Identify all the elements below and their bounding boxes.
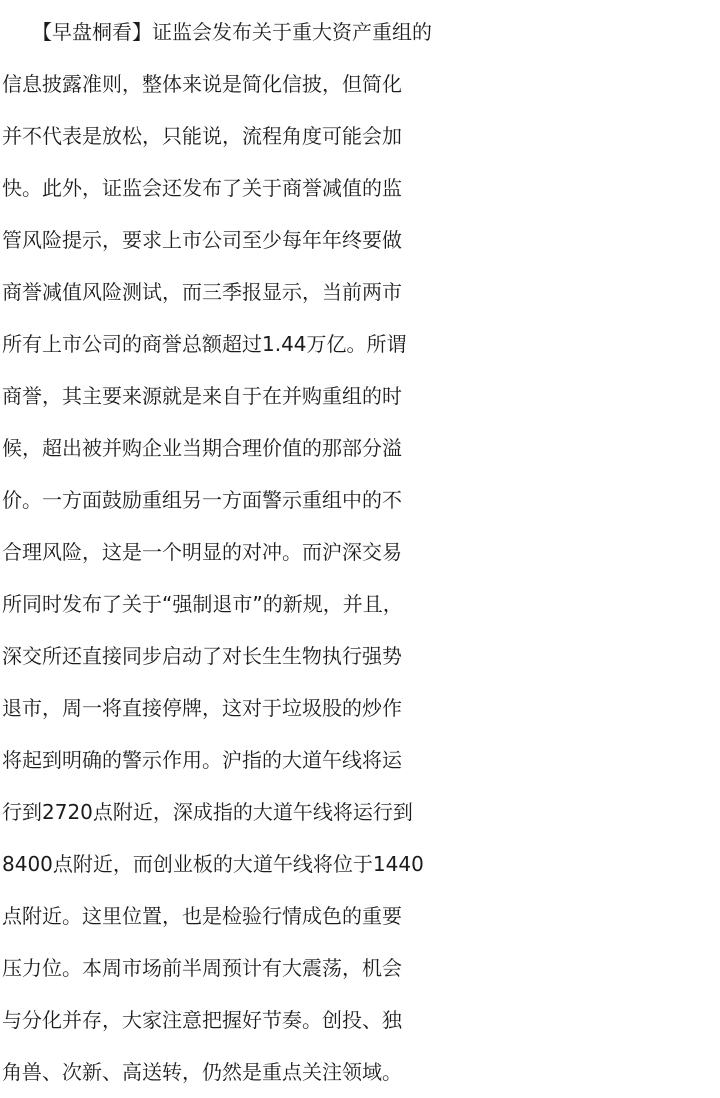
text-line-17: 8400点附近，而创业板的大道午线将位于1440 <box>2 852 424 876</box>
text-line-2: 信息披露准则，整体来说是简化信披，但简化 <box>2 72 402 96</box>
text-line-7: 所有上市公司的商誉总额超过1.44万亿。所谓 <box>2 332 407 356</box>
text-line-1: 【早盘桐看】证监会发布关于重大资产重组的 <box>32 20 432 44</box>
text-line-12: 所同时发布了关于“强制退市”的新规，并且， <box>2 592 403 616</box>
text-line-11: 合理风险，这是一个明显的对冲。而沪深交易 <box>2 540 402 564</box>
text-line-14: 退市，周一将直接停牌，这对于垃圾股的炒作 <box>2 696 402 720</box>
text-line-5: 管风险提示，要求上市公司至少每年年终要做 <box>2 228 402 252</box>
text-line-6: 商誉减值风险测试，而三季报显示，当前两市 <box>2 280 402 304</box>
text-line-21: 角兽、次新、高送转，仍然是重点关注领域。 <box>2 1060 402 1084</box>
text-line-13: 深交所还直接同步启动了对长生生物执行强势 <box>2 644 402 668</box>
text-line-8: 商誉，其主要来源就是来自于在并购重组的时 <box>2 384 402 408</box>
text-line-15: 将起到明确的警示作用。沪指的大道午线将运 <box>2 748 402 772</box>
text-line-20: 与分化并存，大家注意把握好节奏。创投、独 <box>2 1008 402 1032</box>
text-line-16: 行到2720点附近，深成指的大道午线将运行到 <box>2 800 413 824</box>
text-line-18: 点附近。这里位置，也是检验行情成色的重要 <box>2 904 402 928</box>
text-line-4: 快。此外，证监会还发布了关于商誉减值的监 <box>2 176 402 200</box>
text-line-19: 压力位。本周市场前半周预计有大震荡，机会 <box>2 956 402 980</box>
text-line-10: 价。一方面鼓励重组另一方面警示重组中的不 <box>2 488 402 512</box>
text-line-3: 并不代表是放松，只能说，流程角度可能会加 <box>2 124 402 148</box>
text-line-9: 候，超出被并购企业当期合理价值的那部分溢 <box>2 436 402 460</box>
